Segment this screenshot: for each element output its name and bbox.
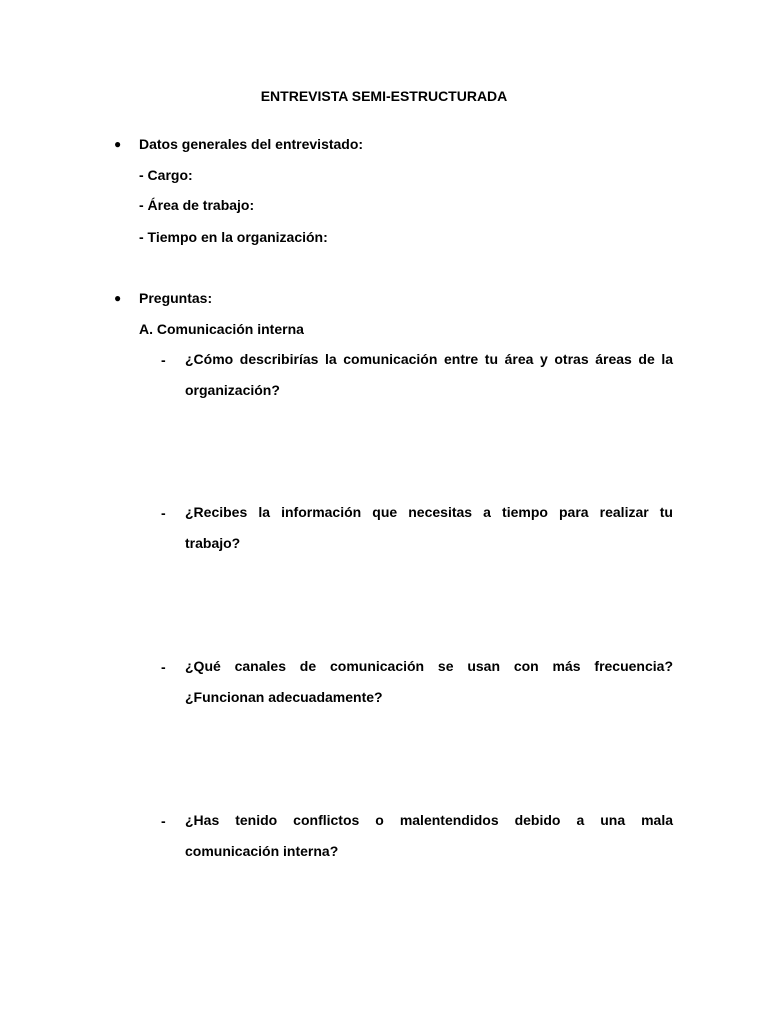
general-data-heading: Datos generales del entrevistado: <box>139 136 364 152</box>
question-text-line: ¿Cómo describirías la comunicación entre tu área y otras áreas de la <box>185 351 673 367</box>
question-item <box>185 651 673 713</box>
question-text-line: ¿Funcionan adecuadamente? <box>185 689 383 705</box>
subsection-heading <box>139 320 304 338</box>
question-text-line: trabajo? <box>185 535 241 551</box>
bullet-icon: ● <box>114 291 122 305</box>
field-area-de-trabajo: - Área de trabajo: <box>139 197 255 213</box>
question-item <box>185 497 673 559</box>
field-tiempo-organizacion: - Tiempo en la organización: <box>139 229 328 245</box>
bullet-icon: ● <box>114 137 122 151</box>
question-item <box>185 805 673 867</box>
question-text-line: ¿Qué canales de comunicación se usan con más frecuencia? <box>185 658 673 674</box>
dash-marker: - <box>161 352 166 368</box>
dash-marker: - <box>161 813 166 829</box>
dash-marker: - <box>161 505 166 521</box>
field-cargo: - Cargo: <box>139 167 193 183</box>
subsection-label: A. Comunicación interna <box>139 321 304 337</box>
question-text-line: ¿Recibes la información que necesitas a tiempo para realizar tu <box>185 504 673 520</box>
dash-marker: - <box>161 659 166 675</box>
question-text-line: comunicación interna? <box>185 843 339 859</box>
document-title: ENTREVISTA SEMI-ESTRUCTURADA <box>260 88 508 104</box>
question-text-line: organización? <box>185 382 280 398</box>
question-item <box>185 344 673 406</box>
questions-heading: Preguntas: <box>139 290 213 306</box>
question-text-line: ¿Has tenido conflictos o malentendidos debido a una mala <box>185 812 673 828</box>
